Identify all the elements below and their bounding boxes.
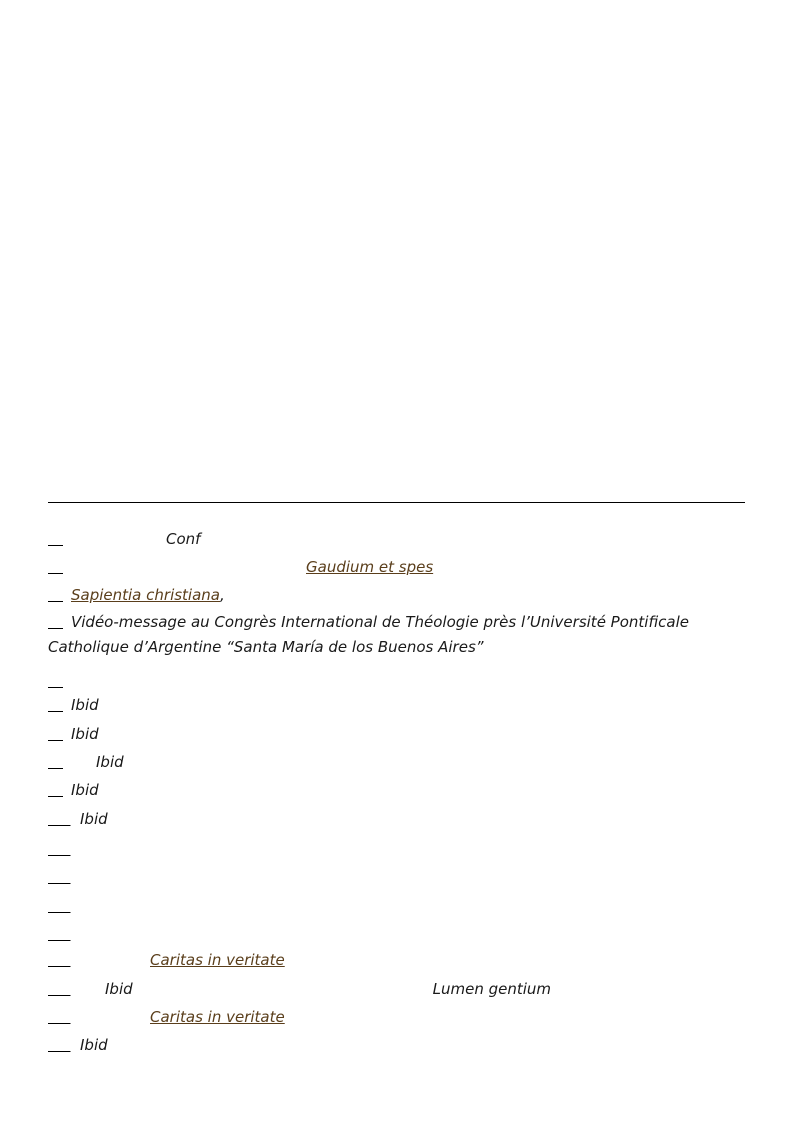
footnote-text: Ibid (71, 781, 99, 799)
footnote-text: Ibid (80, 1036, 108, 1054)
footnote-marker (48, 586, 66, 605)
footnotes-section (48, 502, 745, 1054)
footnote-text: Ibid (80, 810, 108, 828)
footnote-marker (48, 897, 75, 916)
footnote-marker (48, 725, 66, 744)
footnote-marker (48, 925, 75, 944)
footnote-text: Vidéo-message au Congrès International de Théologie près l’Université Pontificale Catholique d’Argentine “Santa María de los Buenos Aires” (48, 613, 689, 656)
footnote-marker (48, 781, 66, 800)
footnote (48, 810, 108, 829)
footnote-marker (48, 672, 66, 691)
footnote-link[interactable]: Caritas in veritate (150, 951, 285, 969)
footnote-text: Ibid (105, 980, 133, 998)
footnote-marker (48, 980, 75, 999)
footnote-marker (48, 868, 75, 887)
footnote-marker (48, 1036, 75, 1055)
footnote-text: Ibid (71, 725, 99, 743)
footnote (48, 840, 75, 859)
footnote-marker (48, 840, 75, 859)
footnote-link[interactable]: Gaudium et spes (306, 558, 434, 576)
footnote-marker (48, 558, 66, 577)
footnote-marker (48, 753, 66, 772)
footnote (48, 610, 745, 660)
footnote-marker (48, 610, 66, 635)
footnote (48, 951, 285, 970)
footnote (48, 897, 75, 916)
footnote (48, 530, 200, 549)
footnote-marker (48, 810, 75, 829)
footnote (48, 725, 99, 744)
footnote (48, 753, 124, 772)
footnote-marker (48, 951, 75, 970)
footnote-text: Lumen gentium (432, 980, 552, 998)
footnote (48, 781, 99, 800)
footnote (48, 586, 225, 605)
footnote (48, 868, 75, 887)
footnote-text: Ibid (96, 753, 124, 771)
footnote (48, 1036, 108, 1055)
footnote (48, 672, 66, 691)
footnote-text: Conf (166, 530, 201, 548)
footnote-link[interactable]: Caritas in veritate (150, 1008, 285, 1026)
footnote-separator (48, 502, 745, 503)
footnote (48, 980, 551, 999)
footnote-text: Ibid (71, 696, 99, 714)
footnote (48, 1008, 285, 1027)
footnote (48, 696, 99, 715)
footnote (48, 558, 433, 577)
footnote-marker (48, 696, 66, 715)
footnote-link[interactable]: Sapientia christiana (71, 586, 220, 604)
footnote-marker (48, 530, 66, 549)
footnote-text: , (220, 586, 225, 604)
footnote-marker (48, 1008, 75, 1027)
footnote (48, 925, 75, 944)
